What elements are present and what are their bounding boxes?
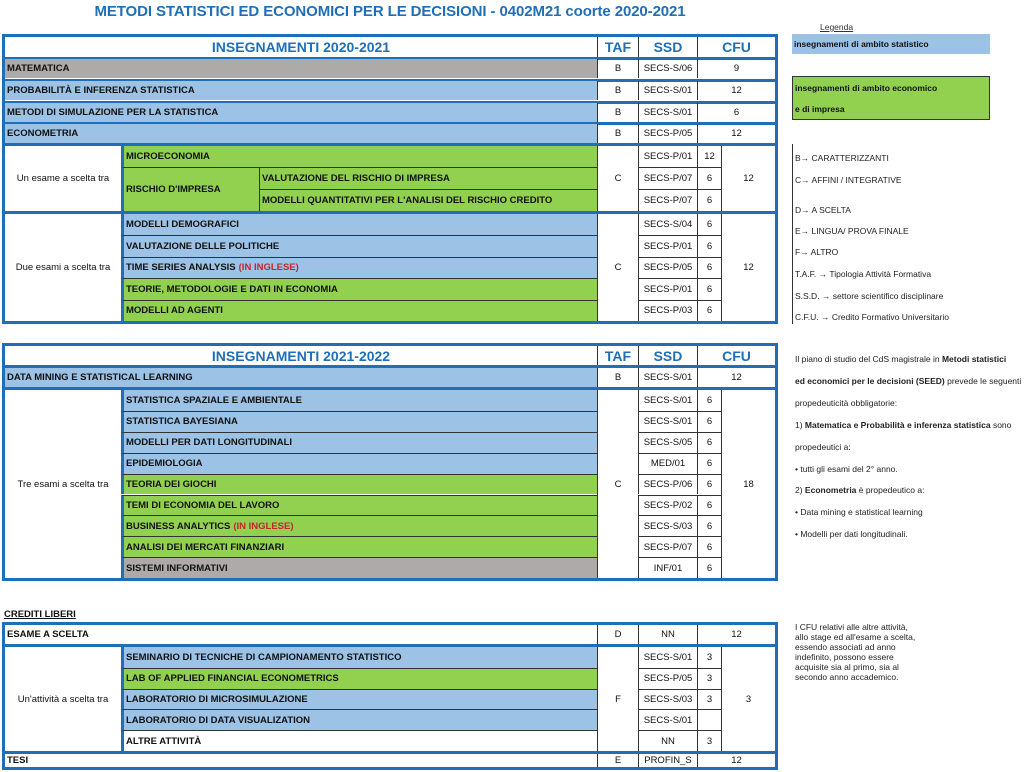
course-name: MODELLI PER DATI LONGITUDINALI: [126, 437, 293, 449]
course-row: [121, 235, 597, 256]
course-row: [121, 300, 597, 321]
ssd-value: SECS-S/06: [638, 59, 697, 78]
taf-value: B: [597, 81, 638, 100]
free-group-label: Un'attività a scelta tra: [5, 647, 121, 751]
course-row: ECONOMETRIA: [5, 124, 597, 143]
course-row: [121, 495, 597, 516]
note-text: prevede le seguenti: [944, 376, 1022, 386]
note-text: • tutti gli esami del 2° anno.: [795, 464, 898, 474]
note-bold: Metodi statistici: [941, 354, 1007, 364]
year1-header: INSEGNAMENTI 2020-2021: [211, 39, 391, 55]
course-row: [121, 453, 597, 474]
note-text: Il piano di studio del CdS magistrale in: [795, 354, 942, 364]
note-text: propedeuticità obbligatorie:: [795, 398, 898, 408]
course-row: [121, 214, 597, 235]
course-microeconomia: MICROECONOMIA: [121, 146, 597, 167]
ssd-value: PROFIN_S: [638, 754, 697, 767]
note-bold: ed economici per le decisioni (SEED): [795, 376, 945, 386]
cfu-value: [697, 709, 721, 730]
cfu-value: 6: [697, 536, 721, 557]
cfu-value: 6: [697, 411, 721, 432]
ssd-value: INF/01: [638, 557, 697, 578]
taf-header: TAF: [597, 346, 638, 365]
cfu-value: 6: [697, 300, 721, 321]
group1-label: Un esame a scelta tra: [5, 146, 121, 211]
ssd-value: SECS-P/07: [638, 189, 697, 211]
course-row: [121, 474, 597, 495]
course-row: [121, 390, 597, 411]
course-name: EPIDEMIOLOGIA: [126, 458, 203, 470]
note-text: indefinito, possono essere: [795, 652, 894, 662]
course-name: MODELLI AD AGENTI: [126, 305, 223, 317]
ssd-value: SECS-P/01: [638, 146, 697, 167]
legend-item: S.S.D. → settore scientifico disciplinare: [795, 291, 944, 301]
ssd-value: SECS-S/01: [638, 411, 697, 432]
course-name: ALTRE ATTIVITÀ: [126, 735, 202, 747]
ssd-value: SECS-P/06: [638, 474, 697, 495]
course-row: [121, 536, 597, 557]
note-bold: Econometria: [804, 485, 857, 495]
crediti-liberi-label: CREDITI LIBERI: [4, 609, 76, 620]
cfu-value: 6: [697, 103, 775, 122]
course-row: METODI DI SIMULAZIONE PER LA STATISTICA: [5, 103, 597, 122]
legend-item: T.A.F. → Tipologia Attività Formativa: [795, 269, 932, 279]
cfu-value: 6: [697, 235, 721, 256]
legend-item: B→ CARATTERIZZANTI: [795, 153, 889, 163]
course-name: BUSINESS ANALYTICS: [126, 520, 231, 532]
note-text: acquisite sia al primo, sia al: [795, 662, 899, 672]
note-text: sono: [990, 420, 1012, 430]
table-year2: [2, 343, 778, 581]
cfu-value: 3: [697, 689, 721, 710]
cfu-value: 12: [697, 625, 775, 644]
course-name: LABORATORIO DI MICROSIMULAZIONE: [126, 693, 308, 705]
cfu-value: 6: [697, 257, 721, 278]
course-row: PROBABILITÀ E INFERENZA STATISTICA: [5, 81, 597, 100]
course-row: [121, 278, 597, 299]
ssd-value: SECS-P/05: [638, 257, 697, 278]
cfu-value: 12: [697, 368, 775, 387]
taf-value: B: [597, 368, 638, 387]
legend-item: C→ AFFINI / INTEGRATIVE: [795, 175, 902, 185]
language-note: (IN INGLESE): [233, 520, 294, 532]
ssd-value: SECS-S/01: [638, 368, 697, 387]
legend-stat-label: insegnamenti di ambito statistico: [794, 39, 929, 49]
note-text: propedeutici a:: [795, 442, 851, 452]
ssd-value: SECS-S/03: [638, 515, 697, 536]
ssd-value: SECS-S/05: [638, 432, 697, 453]
page-title: METODI STATISTICI ED ECONOMICI PER LE DECISIONI - 0402M21 coorte 2020-2021: [94, 3, 686, 20]
year2-group-total-cfu: 18: [721, 390, 775, 578]
course-name: TEMI DI ECONOMIA DEL LAVORO: [126, 499, 280, 511]
course-row: [121, 647, 597, 668]
note-text: 1): [795, 420, 805, 430]
cfu-value: 6: [697, 474, 721, 495]
year2-group-label: Tre esami a scelta tra: [5, 390, 121, 578]
cfu-value: 12: [697, 146, 721, 167]
cfu-value: 6: [697, 189, 721, 211]
legend-item: C.F.U. → Credito Formativo Universitario: [795, 312, 949, 322]
note-text: è propedeutico a:: [856, 485, 925, 495]
legend-econ: [792, 76, 990, 120]
legend-econ-label2: e di impresa: [795, 104, 845, 114]
course-row: [121, 557, 597, 578]
ssd-header: SSD: [638, 346, 697, 365]
year2-header: INSEGNAMENTI 2021-2022: [211, 347, 391, 364]
cfu-header: CFU: [697, 346, 775, 365]
note-text: • Data mining e statistical learning: [795, 507, 923, 517]
ssd-value: SECS-S/04: [638, 214, 697, 235]
cfu-header: CFU: [697, 37, 775, 57]
cfu-value: 12: [697, 754, 775, 767]
course-name: SISTEMI INFORMATIVI: [126, 562, 228, 574]
taf-value: D: [597, 625, 638, 644]
course-name: LAB OF APPLIED FINANCIAL ECONOMETRICS: [126, 673, 339, 685]
legend-abbreviations: [792, 144, 1012, 324]
course-row: [121, 411, 597, 432]
cfu-value: 3: [697, 668, 721, 689]
course-name: VALUTAZIONE DELLE POLITICHE: [126, 241, 280, 253]
note-text: essendo associati ad anno: [795, 642, 896, 652]
note-text: I CFU relativi alle altre attività,: [795, 622, 908, 632]
ssd-value: NN: [638, 625, 697, 644]
cfu-value: 6: [697, 495, 721, 516]
course-row: [121, 689, 597, 710]
ssd-value: SECS-S/01: [638, 81, 697, 100]
group2-label: Due esami a scelta tra: [5, 214, 121, 321]
cfu-value: 6: [697, 453, 721, 474]
table-year1: [2, 34, 778, 324]
course-name: ANALISI DEI MERCATI FINANZIARI: [126, 541, 285, 553]
cfu-value: 6: [697, 167, 721, 189]
note-text: • Modelli per dati longitudinali.: [795, 529, 908, 539]
course-tesi: TESI: [5, 754, 597, 767]
ssd-value: SECS-P/01: [638, 235, 697, 256]
legend-stat: [792, 34, 990, 54]
legend-item: E→ LINGUA/ PROVA FINALE: [795, 226, 909, 236]
group2-taf: C: [597, 214, 638, 321]
course-valutazione-rischio: VALUTAZIONE DEL RISCHIO DI IMPRESA: [259, 167, 597, 189]
course-esame-a-scelta: ESAME A SCELTA: [5, 625, 597, 644]
ssd-value: SECS-S/01: [638, 709, 697, 730]
ssd-value: SECS-P/05: [638, 668, 697, 689]
ssd-value: SECS-P/05: [638, 124, 697, 143]
note-text: 2): [795, 485, 805, 495]
course-name: TEORIA DEI GIOCHI: [126, 479, 217, 491]
cfu-value: 6: [697, 432, 721, 453]
cfu-value: 12: [697, 81, 775, 100]
legend-item: D→ A SCELTA: [795, 205, 851, 215]
cfu-value: 9: [697, 59, 775, 78]
table-free-credits: [2, 622, 778, 770]
cfu-value: 3: [697, 647, 721, 668]
course-name: TIME SERIES ANALYSIS: [126, 262, 236, 274]
cfu-value: 12: [697, 124, 775, 143]
taf-header: TAF: [597, 37, 638, 57]
language-note: (IN INGLESE): [238, 262, 299, 274]
group1-total-cfu: 12: [721, 146, 775, 211]
group2-total-cfu: 12: [721, 214, 775, 321]
course-row: [121, 709, 597, 730]
ssd-value: SECS-S/03: [638, 689, 697, 710]
ssd-value: SECS-P/01: [638, 278, 697, 299]
taf-value: B: [597, 103, 638, 122]
cfu-value: 6: [697, 214, 721, 235]
ssd-header: SSD: [638, 37, 697, 57]
course-row: [121, 730, 597, 751]
course-name: STATISTICA BAYESIANA: [126, 416, 238, 428]
taf-value: B: [597, 124, 638, 143]
course-row: [121, 515, 597, 536]
course-row: MATEMATICA: [5, 59, 597, 78]
ssd-value: NN: [638, 730, 697, 751]
note-bold: Matematica e Probabilità e inferenza statistica: [804, 420, 991, 430]
cfu-value: 3: [697, 730, 721, 751]
ssd-value: SECS-P/07: [638, 536, 697, 557]
legend-econ-label1: insegnamenti di ambito economico: [795, 83, 938, 93]
course-name: SEMINARIO DI TECNICHE DI CAMPIONAMENTO STATISTICO: [126, 651, 402, 663]
year2-group-taf: C: [597, 390, 638, 578]
ssd-value: SECS-S/01: [638, 647, 697, 668]
cfu-value: 6: [697, 515, 721, 536]
legend-item: F→ ALTRO: [795, 247, 839, 257]
course-name: STATISTICA SPAZIALE E AMBIENTALE: [126, 394, 302, 406]
ssd-value: SECS-P/03: [638, 300, 697, 321]
course-row: [121, 257, 597, 278]
free-group-total-cfu: 3: [721, 647, 775, 751]
cfu-value: 6: [697, 557, 721, 578]
ssd-value: SECS-P/02: [638, 495, 697, 516]
cfu-value: 6: [697, 278, 721, 299]
ssd-value: SECS-P/07: [638, 167, 697, 189]
taf-value: E: [597, 754, 638, 767]
course-name: MODELLI DEMOGRAFICI: [126, 219, 239, 231]
taf-value: B: [597, 59, 638, 78]
course-data-mining: DATA MINING E STATISTICAL LEARNING: [5, 368, 597, 387]
cfu-value: 6: [697, 390, 721, 411]
note-text: allo stage ed all'esame a scelta,: [795, 632, 916, 642]
ssd-value: MED/01: [638, 453, 697, 474]
group1-taf: C: [597, 146, 638, 211]
course-rischio-impresa: RISCHIO D'IMPRESA: [121, 167, 259, 211]
ssd-value: SECS-S/01: [638, 103, 697, 122]
course-modelli-quantitativi: MODELLI QUANTITATIVI PER L'ANALISI DEL RISCHIO CREDITO: [259, 189, 597, 211]
legend-title: Legenda: [820, 22, 854, 32]
note-text: secondo anno accademico.: [795, 672, 899, 682]
free-group-taf: F: [597, 647, 638, 751]
ssd-value: SECS-S/01: [638, 390, 697, 411]
course-name: LABORATORIO DI DATA VISUALIZATION: [126, 714, 311, 726]
course-row: [121, 668, 597, 689]
course-name: TEORIE, METODOLOGIE E DATI IN ECONOMIA: [126, 283, 338, 295]
course-row: [121, 432, 597, 453]
